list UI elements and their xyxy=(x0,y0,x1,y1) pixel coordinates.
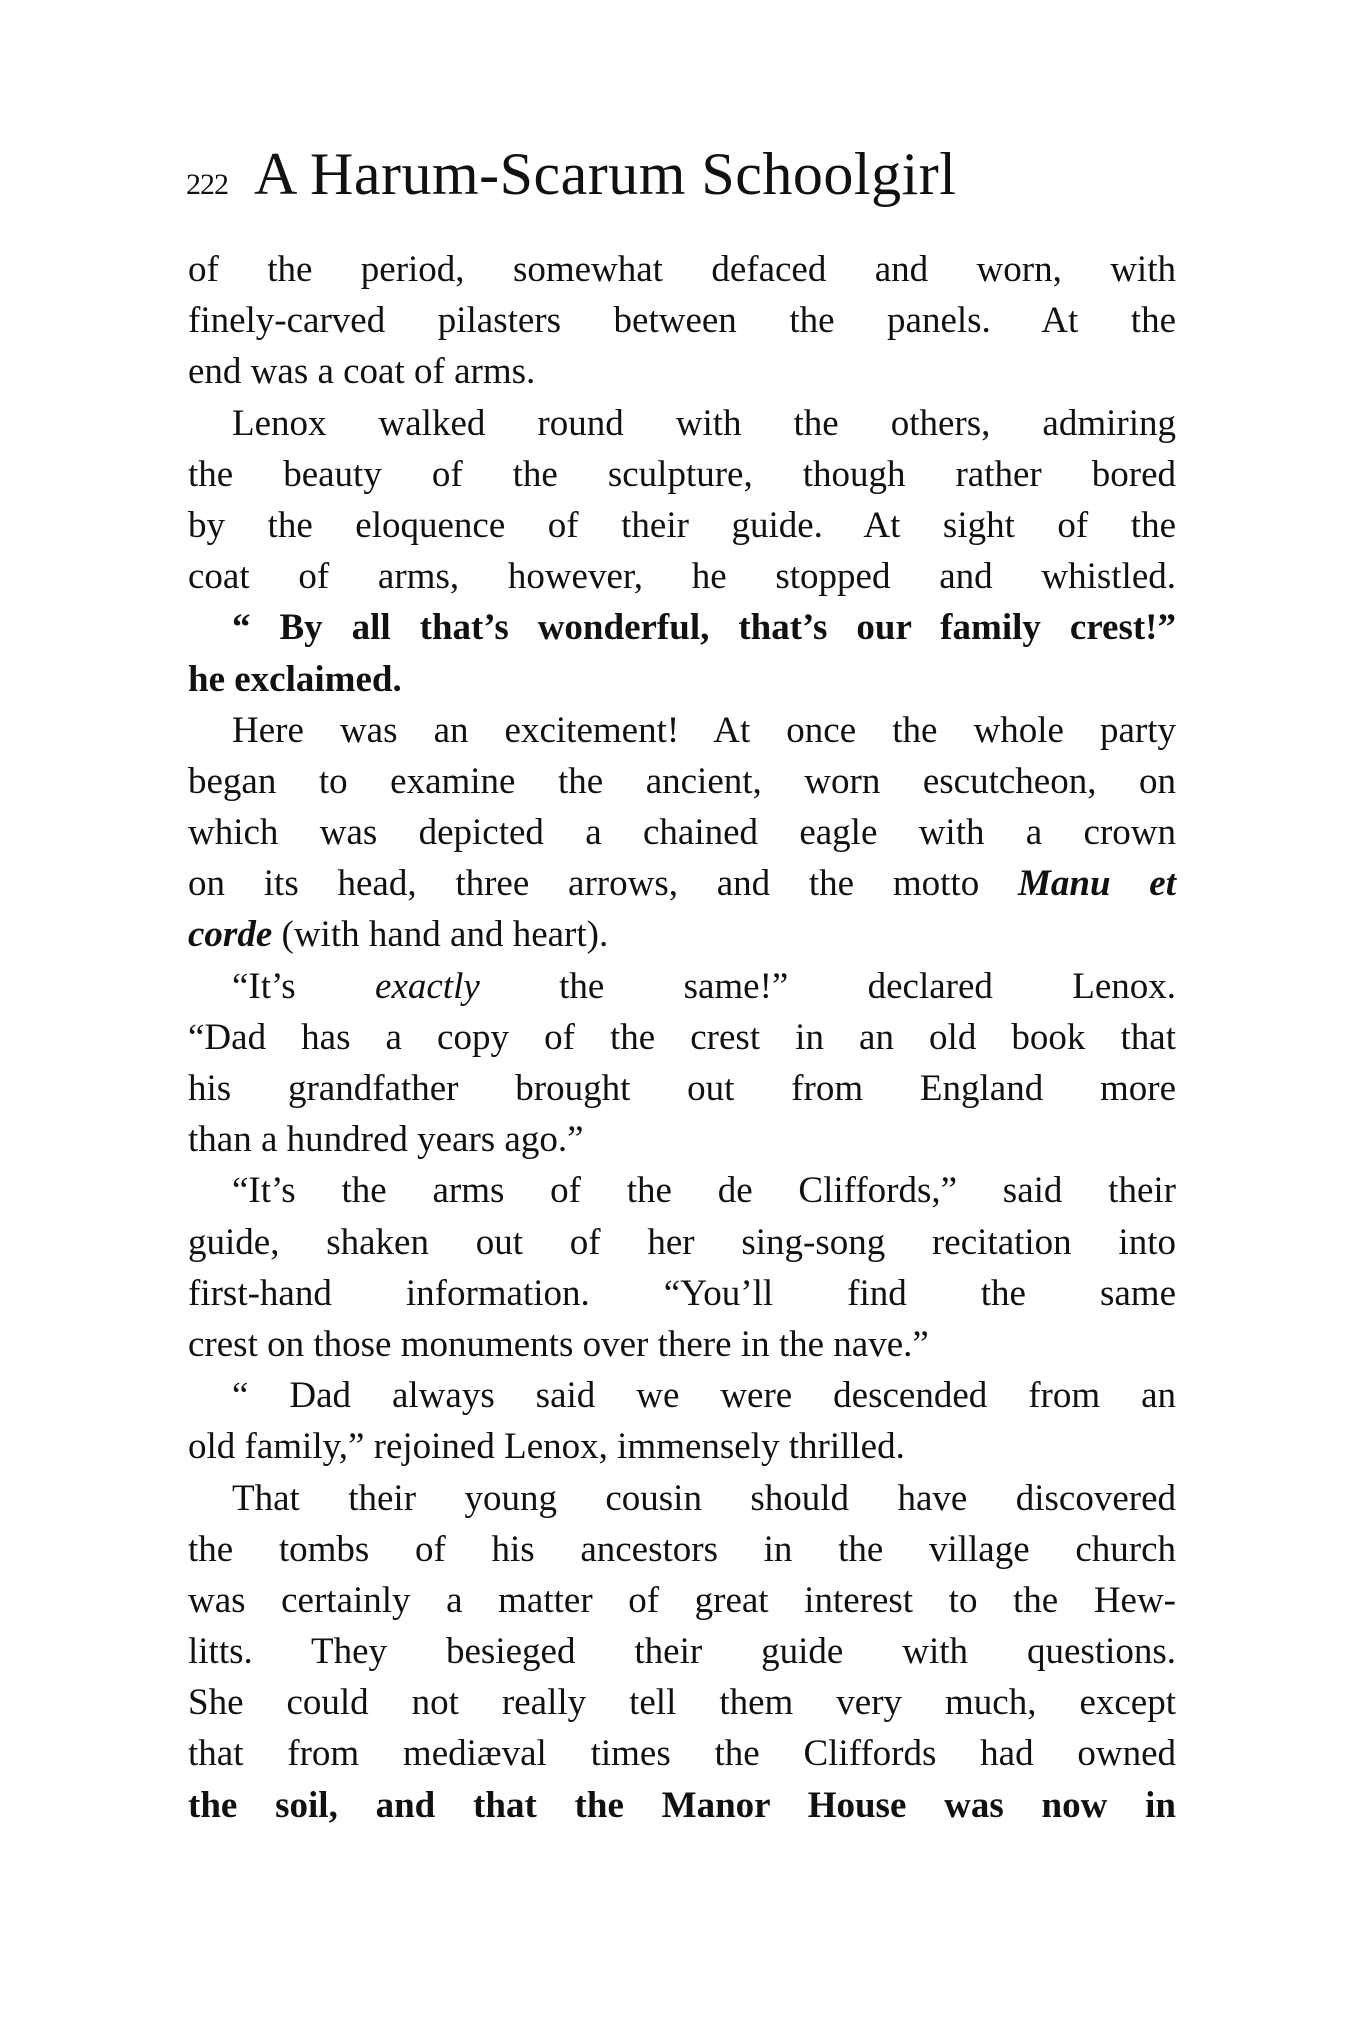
text-line: Lenox walked round with the others, admiring xyxy=(232,402,1176,444)
motto-latin: Manu et xyxy=(1017,863,1176,905)
text-line: end was a coat of arms. xyxy=(188,351,536,393)
text-line-with-emphasis xyxy=(188,961,1176,1012)
text-line: Here was an excitement! At once the whole party xyxy=(232,709,1176,751)
text-fragment: on its head, three arrows, and the motto xyxy=(188,863,1018,905)
text-fragment: (with hand and heart). xyxy=(281,914,609,956)
text-line: “ Dad always said we were descended from an xyxy=(232,1375,1176,1417)
text-line: he exclaimed. xyxy=(188,658,402,700)
text-line: That their young cousin should have discovered xyxy=(232,1477,1176,1519)
text-line: “It’s the arms of the de Cliffords,” said their xyxy=(232,1170,1176,1212)
motto-latin: corde xyxy=(188,914,273,956)
page-header xyxy=(186,140,1086,212)
text-line: litts. They besieged their guide with questions. xyxy=(188,1631,1176,1673)
running-title: A Harum-Scarum Schoolgirl xyxy=(254,141,957,207)
text-line: by the eloquence of their guide. At sight of the xyxy=(188,504,1176,546)
text-line: the tombs of his ancestors in the village church xyxy=(188,1528,1176,1570)
text-line: finely-carved pilasters between the panels. At the xyxy=(188,300,1176,342)
text-line: was certainly a matter of great interest to the Hew- xyxy=(188,1579,1176,1621)
text-line: first-hand information. “You’ll find the same xyxy=(188,1272,1176,1314)
text-line: his grandfather brought out from England more xyxy=(188,1068,1176,1109)
text-line: coat of arms, however, he stopped and whistled. xyxy=(188,556,1176,598)
text-line: “ By all that’s wonderful, that’s our family crest!” xyxy=(232,607,1176,649)
text-line: began to examine the ancient, worn escutcheon, on xyxy=(188,760,1176,802)
page-number: 222 xyxy=(186,168,228,201)
text-line-with-motto xyxy=(188,858,1176,909)
text-line: She could not really tell them very much, except xyxy=(188,1682,1176,1724)
text-line: of the period, somewhat defaced and worn, with xyxy=(188,249,1176,290)
body-text xyxy=(188,244,1176,1831)
text-line: crest on those monuments over there in the nave.” xyxy=(188,1323,929,1365)
text-fragment: the same!” declared Lenox. xyxy=(479,965,1176,1007)
text-line: which was depicted a chained eagle with a crown xyxy=(188,812,1176,854)
emphasis-word: exactly xyxy=(375,965,480,1007)
text-line: the soil, and that the Manor House was now in xyxy=(188,1784,1176,1826)
text-line: that from mediæval times the Cliffords had owned xyxy=(188,1733,1176,1775)
text-line-with-motto xyxy=(188,909,1176,960)
text-line: old family,” rejoined Lenox, immensely thrilled. xyxy=(188,1426,905,1468)
text-fragment: “It’s xyxy=(232,965,376,1007)
text-line: than a hundred years ago.” xyxy=(188,1119,584,1161)
text-line: “Dad has a copy of the crest in an old book that xyxy=(188,1016,1176,1058)
text-line: the beauty of the sculpture, though rather bored xyxy=(188,453,1176,495)
text-line: guide, shaken out of her sing-song recitation into xyxy=(188,1221,1176,1263)
